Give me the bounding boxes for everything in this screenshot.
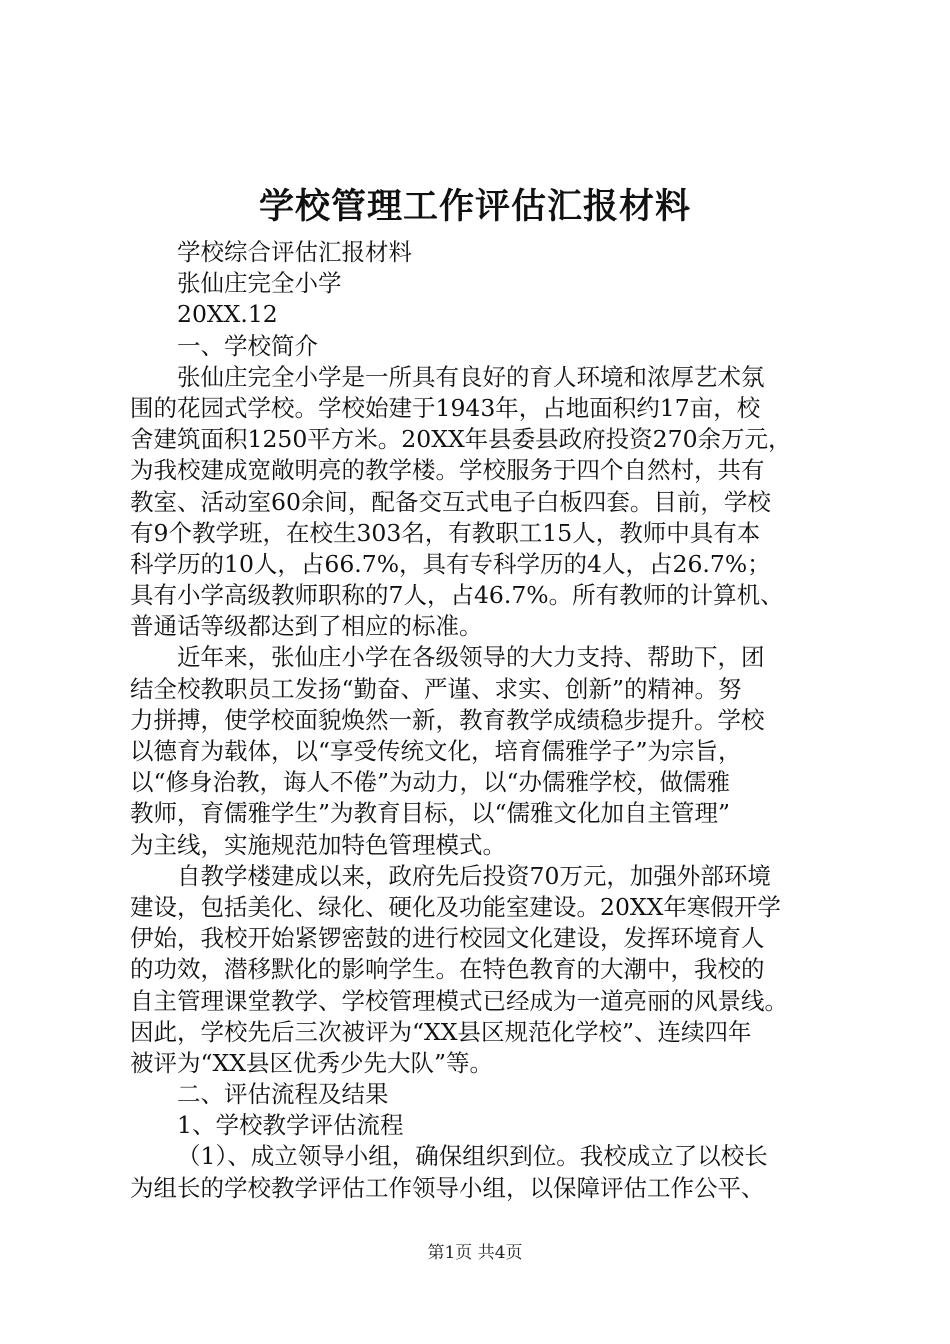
text-line: 教师，育儒雅学生”为教育目标，以“儒雅文化加自主管理” bbox=[130, 799, 731, 828]
text-line: 被评为“XX县区优秀少先大队”等。 bbox=[130, 1048, 493, 1077]
text-line: 建设，包括美化、绿化、硬化及功能室建设。20XX年寒假开学 bbox=[130, 892, 781, 921]
text-line: 舍建筑面积1250平方米。20XX年县委县政府投资270余万元， bbox=[130, 425, 792, 454]
text-line: 科学历的10人，占66.7%，具有专科学历的4人，占26.7%； bbox=[130, 549, 771, 578]
text-line: 20XX.12 bbox=[177, 300, 278, 329]
text-line: 围的花园式学校。学校始建于1943年，占地面积约17亩，校 bbox=[130, 393, 761, 422]
text-line: 为组长的学校教学评估工作领导小组，以保障评估工作公平、 bbox=[130, 1173, 765, 1202]
text-line: 以“修身治教，诲人不倦”为动力，以“办儒雅学校，做儒雅 bbox=[130, 768, 731, 797]
text-line: 为主线，实施规范加特色管理模式。 bbox=[130, 830, 506, 859]
subsection-heading: 1、学校教学评估流程 bbox=[177, 1111, 404, 1140]
text-line: 结全校教职员工发扬“勤奋、严谨、求实、创新”的精神。努 bbox=[130, 674, 742, 703]
document-body bbox=[130, 237, 830, 1204]
text-line: 为我校建成宽敞明亮的教学楼。学校服务于四个自然村，共有 bbox=[130, 456, 765, 485]
text-line: 张仙庄完全小学 bbox=[177, 269, 342, 298]
text-line: 力拼搏，使学校面貌焕然一新，教育教学成绩稳步提升。学校 bbox=[130, 705, 765, 734]
section-heading: 二、评估流程及结果 bbox=[177, 1080, 389, 1109]
page-footer: 第1页 共4页 bbox=[427, 1243, 523, 1263]
section-heading: 一、学校简介 bbox=[177, 331, 318, 360]
text-line: 自主管理课堂教学、学校管理模式已经成为一道亮丽的风景线。 bbox=[130, 986, 788, 1015]
text-line: 因此，学校先后三次被评为“XX县区规范化学校”、连续四年 bbox=[130, 1017, 752, 1046]
text-line: 自教学楼建成以来，政府先后投资70万元，加强外部环境 bbox=[177, 861, 771, 890]
text-line: （1）、成立领导小组，确保组织到位。我校成立了以校长 bbox=[177, 1142, 768, 1171]
text-line: 近年来，张仙庄小学在各级领导的大力支持、帮助下，团 bbox=[177, 643, 765, 672]
text-line: 的功效，潜移默化的影响学生。在特色教育的大潮中，我校的 bbox=[130, 955, 765, 984]
document-title: 学校管理工作评估汇报材料 bbox=[258, 186, 691, 227]
text-line: 教室、活动室60余间，配备交互式电子白板四套。目前，学校 bbox=[130, 487, 771, 516]
text-line: 学校综合评估汇报材料 bbox=[177, 238, 412, 266]
text-line: 伊始，我校开始紧锣密鼓的进行校园文化建设，发挥环境育人 bbox=[130, 924, 765, 953]
text-line: 具有小学高级教师职称的7人，占46.7%。所有教师的计算机、 bbox=[130, 581, 784, 610]
text-line: 普通话等级都达到了相应的标准。 bbox=[130, 612, 483, 641]
text-line: 张仙庄完全小学是一所具有良好的育人环境和浓厚艺术氛 bbox=[177, 362, 765, 391]
text-line: 有9个教学班，在校生303名，有教职工15人，教师中具有本 bbox=[130, 518, 761, 547]
text-line: 以德育为载体，以“享受传统文化，培育儒雅学子”为宗旨， bbox=[130, 737, 742, 765]
